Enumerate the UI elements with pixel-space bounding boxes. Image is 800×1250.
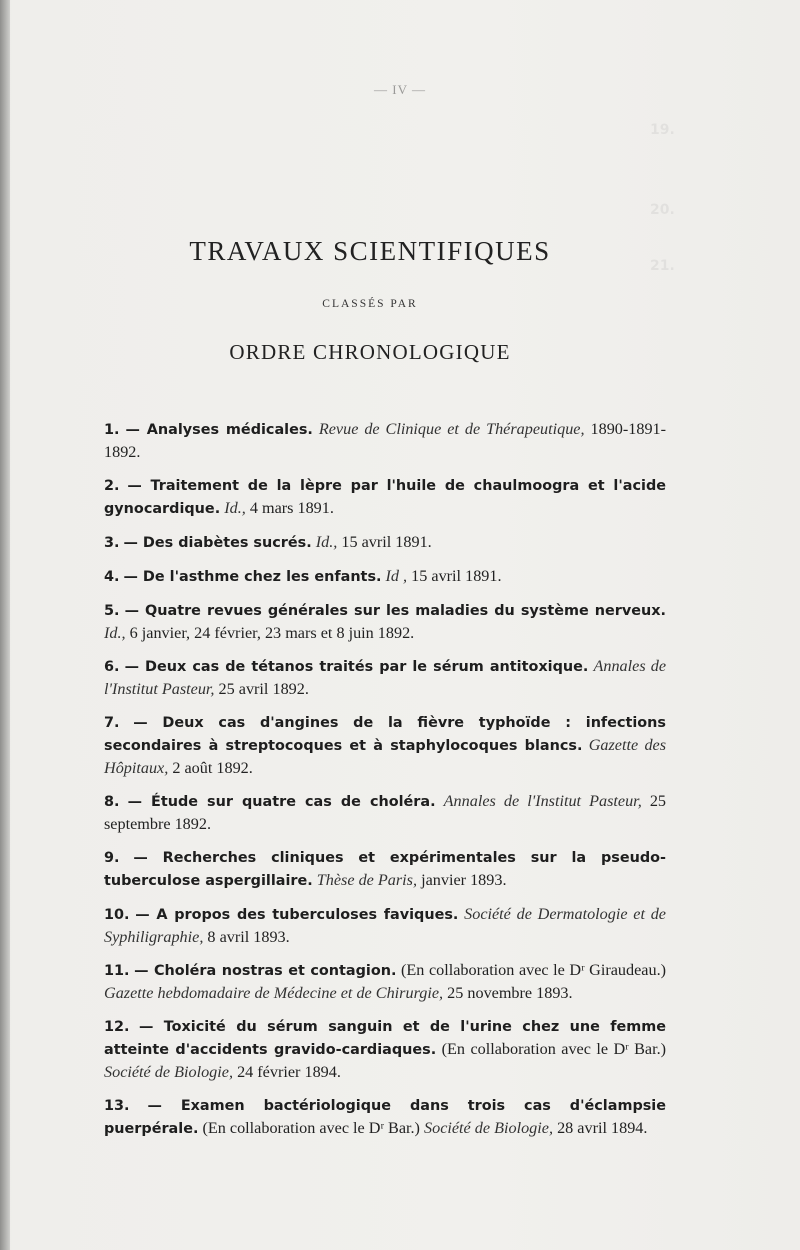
entry-source: Id.,: [224, 499, 246, 517]
entry-number: 5.: [104, 603, 120, 619]
entry-date: 25 septembre 1892.: [104, 792, 667, 833]
publication-entry: [104, 1094, 666, 1140]
entry-title: — De l'asthme chez les enfants.: [123, 569, 382, 585]
entry-date: 24 février 1894.: [237, 1063, 341, 1081]
entry-title: — Deux cas de tétanos traités par le sérum antitoxique.: [124, 659, 589, 675]
entry-date: 25 novembre 1893.: [447, 984, 573, 1002]
publication-entry: [104, 846, 666, 892]
entry-number: 9.: [104, 850, 120, 866]
entry-collaboration: (En collaboration avec le Dʳ Bar.): [202, 1119, 420, 1137]
publication-entry: [104, 959, 666, 1004]
bleed-through-text: 19.: [650, 122, 675, 138]
publication-entry: [104, 599, 666, 644]
entry-title: — Deux cas d'angines de la fièvre typhoïde : infections secondaires à streptocoques et à staphylocoques blancs.: [104, 715, 666, 754]
entry-number: 8.: [104, 794, 120, 810]
entry-date: 15 avril 1891.: [341, 533, 432, 551]
entry-title: — Quatre revues générales sur les maladies du système nerveux.: [124, 603, 667, 619]
page-gutter-shadow: [0, 0, 10, 1250]
entry-date: 4 mars 1891.: [249, 499, 334, 517]
entry-source: Société de Biologie,: [104, 1063, 234, 1081]
entry-source: Annales de l'Institut Pasteur,: [443, 792, 642, 810]
entry-date: 8 avril 1893.: [207, 928, 290, 946]
entry-title: — Toxicité du sérum sanguin et de l'urine chez une femme atteinte d'accidents gravido-cardiaques.: [104, 1019, 667, 1058]
entry-source: Gazette hebdomadaire de Médecine et de Chirurgie,: [104, 984, 444, 1002]
entry-date: 15 avril 1891.: [411, 567, 502, 585]
entry-date: 1890-1891-1892.: [104, 420, 667, 461]
publication-entry: [104, 1015, 666, 1083]
entry-number: 12.: [104, 1019, 130, 1035]
entry-date: 6 janvier, 24 février, 23 mars et 8 juin 1892.: [129, 624, 415, 642]
entry-source: Id ,: [385, 567, 408, 585]
entry-title: — Traitement de la lèpre par l'huile de chaulmoogra et l'acide gynocardique.: [104, 478, 666, 517]
entry-number: 2.: [104, 478, 120, 494]
entry-source: Id.,: [104, 624, 126, 642]
entry-title: — Des diabètes sucrés.: [123, 535, 312, 551]
page-number: — IV —: [374, 82, 426, 97]
entry-number: 13.: [104, 1098, 130, 1114]
entry-title: — Recherches cliniques et expérimentales sur la pseudo-tuberculose aspergillaire.: [104, 850, 667, 889]
publication-entry: [104, 711, 666, 779]
entry-source: Société de Dermatologie et de Syphiligraphie,: [104, 905, 666, 946]
publication-entry: [104, 655, 666, 700]
bleed-through-text: 20.: [650, 202, 675, 218]
entry-number: 6.: [104, 659, 120, 675]
entry-date: 25 avril 1892.: [218, 680, 309, 698]
entry-number: 3.: [104, 535, 120, 551]
entry-source: Id.,: [315, 533, 338, 551]
publication-list: [104, 418, 666, 1151]
entry-number: 11.: [104, 963, 130, 979]
entry-collaboration: (En collaboration avec le Dʳ Giraudeau.): [401, 961, 667, 979]
entry-title: — Analyses médicales.: [125, 422, 313, 438]
entry-source: Société de Biologie,: [424, 1119, 554, 1137]
entry-date: janvier 1893.: [421, 871, 507, 889]
publication-entry: [104, 418, 666, 463]
entry-source: Gazette des Hôpitaux,: [104, 736, 667, 777]
publication-entry: [104, 531, 666, 554]
entry-date: 2 août 1892.: [172, 759, 253, 777]
entry-number: 10.: [104, 907, 130, 923]
section-heading: ORDRE CHRONOLOGIQUE: [229, 340, 511, 364]
entry-title: — Choléra nostras et contagion.: [134, 963, 397, 979]
publication-entry: [104, 903, 666, 948]
entry-title: — Examen bactériologique dans trois cas d'éclampsie puerpérale.: [104, 1098, 666, 1137]
publication-entry: [104, 565, 666, 588]
entry-collaboration: (En collaboration avec le Dʳ Bar.): [441, 1040, 667, 1058]
page-title: TRAVAUX SCIENTIFIQUES: [189, 236, 551, 266]
publication-entry: [104, 790, 666, 835]
entry-number: 1.: [104, 422, 120, 438]
entry-title: — Étude sur quatre cas de choléra.: [127, 794, 436, 810]
page-subtitle: CLASSÉS PAR: [322, 298, 418, 310]
entry-source: Thèse de Paris,: [316, 871, 418, 889]
entry-source: Annales de l'Institut Pasteur,: [104, 657, 667, 698]
publication-entry: [104, 474, 666, 520]
bleed-through-text: 21.: [650, 258, 675, 274]
entry-title: — A propos des tuberculoses faviques.: [135, 907, 459, 923]
entry-date: 28 avril 1894.: [557, 1119, 648, 1137]
entry-number: 7.: [104, 715, 120, 731]
entry-source: Revue de Clinique et de Thérapeutique,: [318, 420, 585, 438]
entry-number: 4.: [104, 569, 120, 585]
